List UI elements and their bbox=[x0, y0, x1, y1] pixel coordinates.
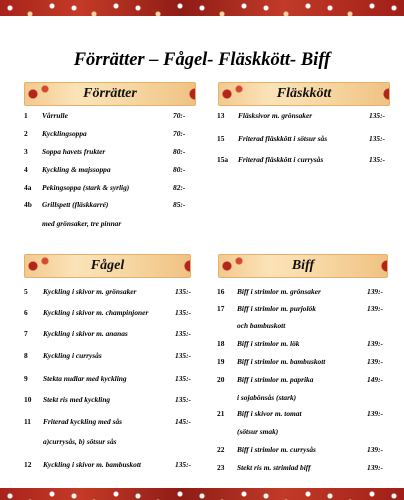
section-header-forratter bbox=[24, 82, 196, 106]
item-number: 2 bbox=[24, 129, 28, 138]
item-name: Biff i strimlor m. lök bbox=[237, 339, 300, 348]
item-name: Stekt ris med kyckling bbox=[43, 395, 111, 404]
item-number: 18 bbox=[217, 339, 225, 348]
item-number: 22 bbox=[217, 445, 225, 454]
page-title: Förrätter – Fågel- Fläskkött- Biff bbox=[73, 50, 331, 70]
item-number: 4a bbox=[24, 183, 32, 192]
item-price: 139:- bbox=[367, 357, 384, 366]
item-name: Vårrulle bbox=[42, 111, 68, 120]
item-name: Friterad kyckling med sås bbox=[43, 417, 123, 426]
list-item bbox=[217, 155, 323, 164]
list-item bbox=[24, 147, 105, 156]
item-number: 5 bbox=[24, 287, 28, 296]
item-price: 139:- bbox=[367, 287, 384, 296]
item-price: 139:- bbox=[367, 409, 384, 418]
item-number: 4b bbox=[24, 200, 32, 209]
list-item bbox=[24, 351, 102, 360]
item-price: 135:- bbox=[175, 308, 192, 317]
item-name: Grillspett (fläskkarré) bbox=[42, 200, 109, 209]
item-subtext: och bambuskott bbox=[237, 321, 286, 330]
item-subtext: a)currysås, b) sötsur sås bbox=[43, 437, 117, 446]
item-price: 85:- bbox=[173, 200, 186, 209]
section-title-forratter: Förrätter bbox=[83, 86, 137, 101]
item-name: Biff i strimlor m. currysås bbox=[237, 445, 316, 454]
item-number: 19 bbox=[217, 357, 225, 366]
item-number: 12 bbox=[24, 460, 32, 469]
item-number: 4 bbox=[24, 165, 28, 174]
list-item bbox=[24, 111, 68, 120]
list-item bbox=[217, 339, 300, 348]
item-price: 139:- bbox=[367, 463, 384, 472]
item-name: Biff i strimlor m. paprika bbox=[237, 375, 314, 384]
item-number: 3 bbox=[24, 147, 28, 156]
section-title-flaskkott: Fläskkött bbox=[276, 86, 332, 101]
item-name: Pekingsoppa (stark & syrlig) bbox=[42, 183, 130, 192]
item-price: 139:- bbox=[367, 304, 384, 313]
item-name: Stekt ris m. strimlad biff bbox=[237, 463, 311, 472]
item-name: Friterad fläskkött i currysås bbox=[238, 155, 324, 164]
list-item bbox=[24, 287, 136, 296]
item-price: 80:- bbox=[173, 147, 186, 156]
item-number: 10 bbox=[24, 395, 32, 404]
item-price: 135:- bbox=[175, 351, 192, 360]
list-item bbox=[24, 460, 141, 469]
item-number: 11 bbox=[24, 417, 31, 426]
item-name: Kyckling i skivor m. grönsaker bbox=[43, 287, 137, 296]
item-price: 135:- bbox=[175, 329, 192, 338]
item-name: Biff i strimlor m. bambuskott bbox=[237, 357, 326, 366]
item-price: 70:- bbox=[173, 111, 186, 120]
section-title-fagel: Fågel bbox=[90, 258, 125, 273]
item-name: Stekta nudlar med kyckling bbox=[43, 374, 127, 383]
item-price: 82:- bbox=[173, 183, 186, 192]
list-item bbox=[217, 111, 312, 120]
item-price: 139:- bbox=[367, 339, 384, 348]
item-price: 135:- bbox=[175, 374, 192, 383]
item-number: 13 bbox=[217, 111, 225, 120]
item-number: 23 bbox=[217, 463, 225, 472]
list-item bbox=[217, 304, 316, 313]
section-header-biff bbox=[218, 254, 388, 278]
item-number: 16 bbox=[217, 287, 225, 296]
item-price: 135:- bbox=[175, 395, 192, 404]
item-subtext: (sötsur smak) bbox=[237, 427, 279, 436]
section-header-fagel bbox=[24, 254, 191, 278]
item-name: Biff i strimlor m. purjolök bbox=[237, 304, 316, 313]
list-item bbox=[217, 134, 327, 143]
item-name: Fläsksivor m. grönsaker bbox=[238, 111, 313, 120]
item-number: 8 bbox=[24, 351, 28, 360]
item-subtext: i sojabönsås (stark) bbox=[237, 393, 297, 402]
list-item bbox=[24, 395, 110, 404]
item-number: 15a bbox=[217, 155, 229, 164]
item-number: 20 bbox=[217, 375, 225, 384]
item-price: 145:- bbox=[175, 417, 192, 426]
decorative-bottom-band bbox=[0, 488, 404, 500]
item-name: Kyckling i skivor m. ananas bbox=[43, 329, 128, 338]
section-title-biff: Biff bbox=[291, 258, 315, 273]
item-name: Soppa havets frukter bbox=[42, 147, 106, 156]
section-header-flaskkott bbox=[218, 82, 390, 106]
item-number: 6 bbox=[24, 308, 28, 317]
item-price: 70:- bbox=[173, 129, 186, 138]
list-item bbox=[217, 375, 313, 384]
decorative-top-band bbox=[0, 0, 404, 16]
list-item bbox=[24, 165, 111, 174]
list-item bbox=[217, 357, 325, 366]
item-name: Kycklingsoppa bbox=[42, 129, 87, 138]
list-item bbox=[217, 463, 311, 472]
item-name: Biff i skivor m. tomat bbox=[237, 409, 302, 418]
item-price: 149:- bbox=[367, 375, 384, 384]
item-price: 135:- bbox=[369, 134, 386, 143]
item-price: 135:- bbox=[175, 460, 192, 469]
list-item bbox=[217, 445, 316, 454]
list-item bbox=[217, 409, 302, 418]
item-name: Kyckling & majssoppa bbox=[42, 165, 111, 174]
item-name: Biff i strimlor m. grönsaker bbox=[237, 287, 321, 296]
list-item bbox=[217, 287, 321, 296]
list-item bbox=[24, 374, 127, 383]
list-item bbox=[24, 329, 128, 338]
list-item bbox=[24, 129, 87, 138]
item-price: 139:- bbox=[367, 445, 384, 454]
item-name: Kyckling i currysås bbox=[43, 351, 102, 360]
item-price: 135:- bbox=[369, 111, 386, 120]
list-item bbox=[24, 200, 108, 209]
item-number: 9 bbox=[24, 374, 28, 383]
item-price: 80:- bbox=[173, 165, 186, 174]
item-price: 135:- bbox=[175, 287, 192, 296]
item-name: Friterad fläskkött i sötsur sås bbox=[238, 134, 328, 143]
item-name: Kyckling i skivor m. champinjoner bbox=[43, 308, 149, 317]
list-item bbox=[24, 417, 122, 426]
list-item bbox=[24, 183, 129, 192]
item-price: 135:- bbox=[369, 155, 386, 164]
item-subtext: med grönsaker, tre pinnar bbox=[42, 219, 122, 228]
item-number: 15 bbox=[217, 134, 225, 143]
item-number: 17 bbox=[217, 304, 225, 313]
item-number: 21 bbox=[217, 409, 225, 418]
list-item bbox=[24, 308, 148, 317]
item-number: 7 bbox=[24, 329, 28, 338]
item-name: Kyckling i skivor m. bambuskott bbox=[43, 460, 141, 469]
item-number: 1 bbox=[24, 111, 28, 120]
